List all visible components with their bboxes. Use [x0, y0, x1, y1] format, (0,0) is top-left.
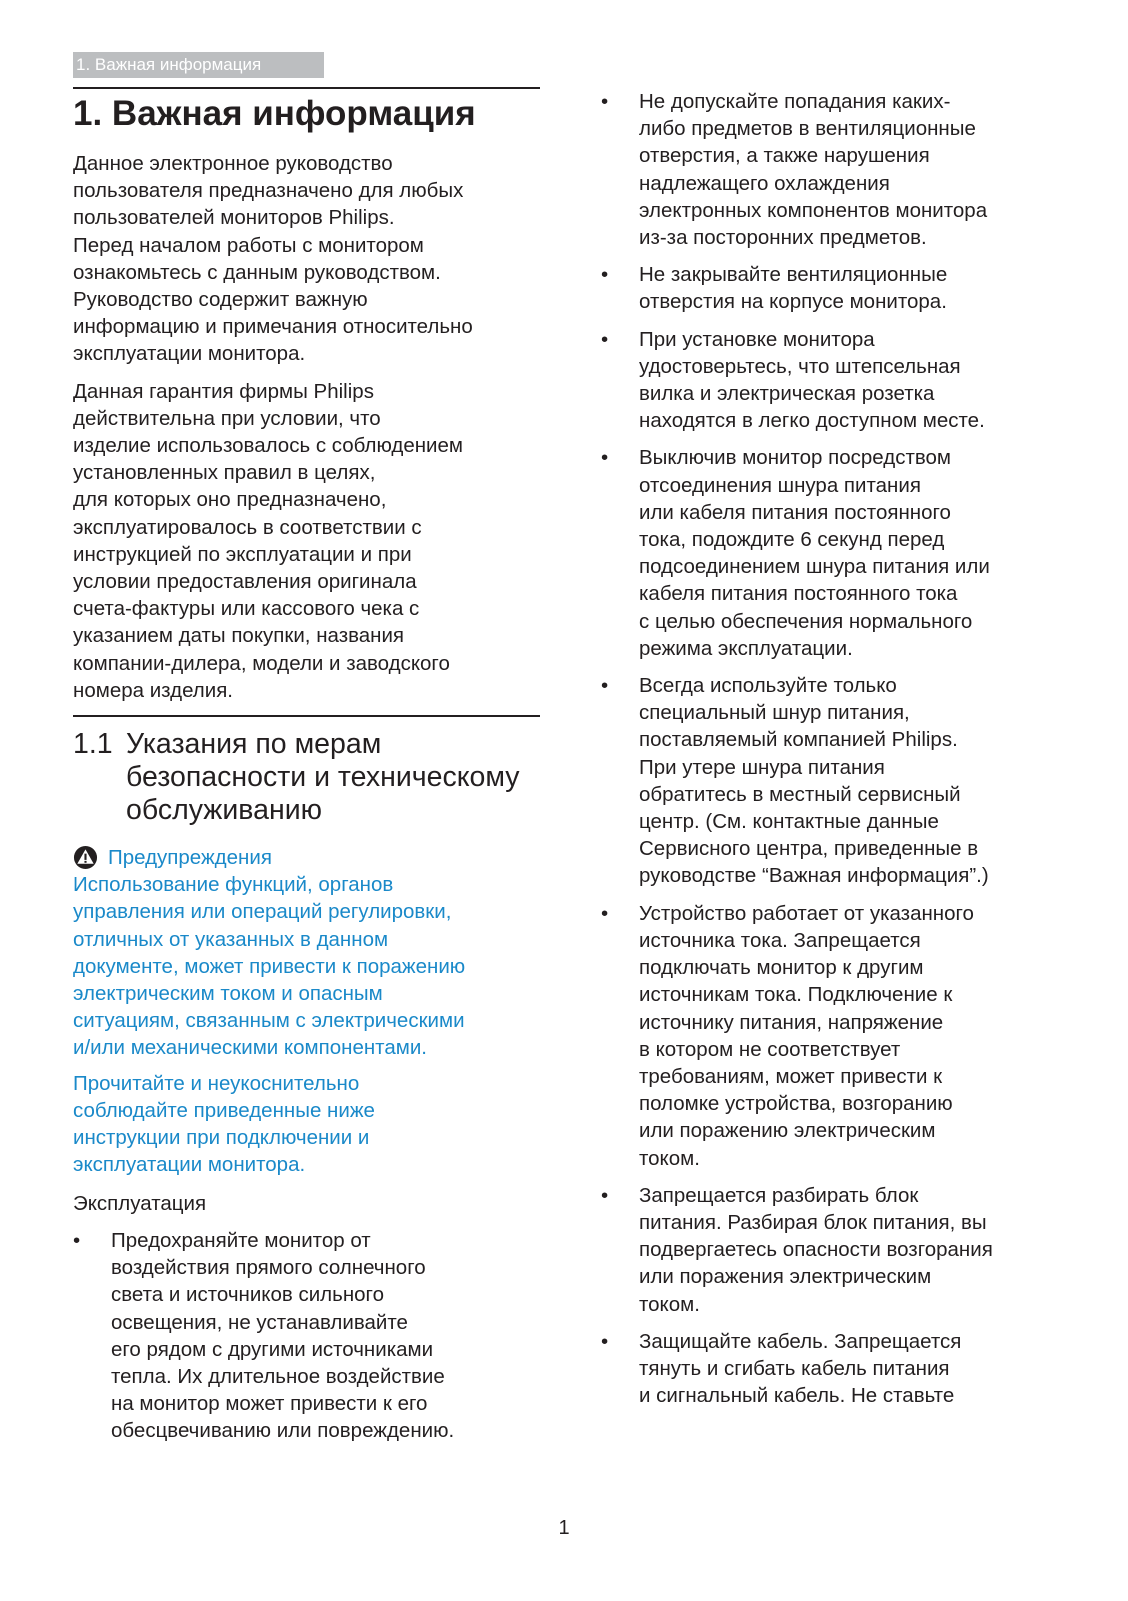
intro-column	[73, 150, 548, 704]
operation-heading: Эксплуатация	[73, 1192, 207, 1215]
list-item	[601, 1328, 1121, 1410]
warnings-paragraph-1: Использование функций, органов управления или операций регулировки, отличных от указанных в данном документе, может привести к поражению электрическим током и опасным ситуациям, связанным с электрическими и/или механическими компонентами.	[73, 873, 466, 1060]
bullet-glyph: •	[601, 446, 609, 470]
bullet-glyph: •	[601, 901, 609, 925]
section-heading	[73, 728, 553, 827]
list-item	[73, 1227, 553, 1445]
section-number: 1.1	[73, 728, 113, 760]
bullet-glyph: •	[601, 263, 609, 287]
list-item	[601, 1182, 1121, 1318]
operation-bullets-right	[601, 88, 1121, 1419]
bullet-glyph: •	[73, 1229, 81, 1252]
list-item	[601, 444, 1121, 662]
list-item	[601, 672, 1121, 890]
bullet-glyph: •	[601, 327, 609, 351]
intro-paragraph-2: Данная гарантия фирмы Philips действительна при условии, что изделие использовалось с соблюдением установленных правил в целях, для которых оно предназначено, эксплуатировалось в соответствии с инструкцией по эксплуатации и при условии предоставления оригинала счета-фактуры или кассового чека с указанием даты покупки, названия компании-дилера, модели и заводского номера изделия.	[73, 379, 464, 702]
list-item	[601, 900, 1121, 1172]
bullet-text: Не допускайте попадания каких- либо предметов в вентиляционные отверстия, а также нарушения надлежащего охлаждения электронных компонентов монитора из-за посторонних предметов.	[639, 90, 988, 250]
page-number: 1	[558, 1517, 570, 1539]
bullet-glyph: •	[601, 1183, 609, 1207]
bullet-glyph: •	[601, 674, 609, 698]
list-item	[601, 326, 1121, 435]
bullet-text: Не закрывайте вентиляционные отверстия на корпусе монитора.	[639, 263, 948, 314]
bullet-text: Всегда используйте только специальный шнур питания, поставляемый компанией Philips. При утере шнура питания обратитесь в местный сервисный центр. (См. контактные данные Сервисного центра, приведенные в руководстве “Важная информация”.)	[639, 674, 989, 888]
warnings-block	[73, 844, 553, 1178]
bullet-text: Предохраняйте монитор от воздействия прямого солнечного света и источников сильного освещения, не устанавливайте его рядом с другими источниками тепла. Их длительное воздействие на монитор может привести к его обесцвечиванию или повреждению.	[111, 1229, 455, 1443]
section-title: Указания по мерам безопасности и техническому обслуживанию	[126, 728, 520, 826]
list-item	[601, 261, 1121, 315]
bullet-text: Защищайте кабель. Запрещается тянуть и сгибать кабель питания и сигнальный кабель. Не ставьте	[639, 1329, 962, 1408]
warnings-title-row	[73, 844, 553, 871]
bullet-text: Выключив монитор посредством отсоединения шнура питания или кабеля питания постоянного тока, подождите 6 секунд перед подсоединением шнура питания или кабеля питания постоянного тока с целью обеспечения нормального режима эксплуатации.	[639, 446, 990, 660]
page-title: 1. Важная информация	[73, 94, 476, 133]
section-top-rule	[73, 715, 540, 717]
warning-triangle-icon	[73, 845, 98, 870]
warnings-title: Предупреждения	[108, 846, 272, 869]
title-top-rule	[73, 87, 540, 89]
section-tab: 1. Важная информация	[73, 52, 324, 78]
list-item	[601, 88, 1121, 251]
operation-bullets-left	[73, 1227, 553, 1455]
bullet-glyph: •	[601, 1329, 609, 1353]
warnings-paragraph-2: Прочитайте и неукоснительно соблюдайте приведенные ниже инструкции при подключении и эксплуатации монитора.	[73, 1071, 375, 1177]
bullet-glyph: •	[601, 90, 609, 113]
bullet-text: Запрещается разбирать блок питания. Разбирая блок питания, вы подвергаетесь опасности возгорания или поражения электрическим током.	[639, 1183, 993, 1316]
intro-paragraph-1: Данное электронное руководство пользователя предназначено для любых пользователей мониторов Philips. Перед началом работы с монитором ознакомьтесь с данным руководством. Руководство содержит важную информацию и примечания относительно эксплуатации монитора.	[73, 152, 473, 366]
bullet-text: При установке монитора удостоверьтесь, что штепсельная вилка и электрическая розетка находятся в легко доступном месте.	[639, 327, 985, 433]
bullet-text: Устройство работает от указанного источника тока. Запрещается подключать монитор к другим источникам тока. Подключение к источнику питания, напряжение в котором не соответствует требованиям, может привести к поломке устройства, возгоранию или поражению электрическим током.	[639, 901, 974, 1170]
